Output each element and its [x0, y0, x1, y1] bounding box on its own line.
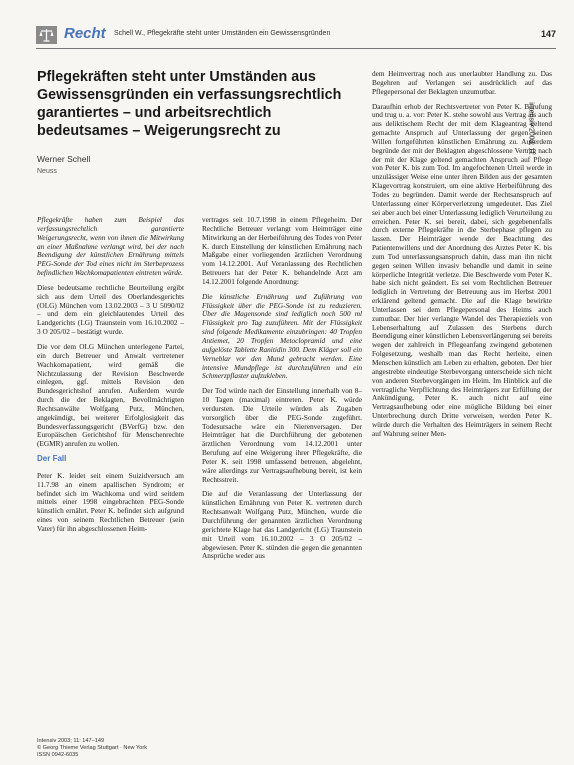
article-title: Pflegekräften steht unter Umständen aus Gewissensgründen ein verfassungsrechtlich garantiertes – und arbeitsrechtlich bedeutsames – Weigerungsrecht zu [37, 69, 342, 139]
paragraph: Peter K. leidet seit einem Suizidversuch am 11.7.98 an einem apallischen Syndrom; er befindet sich im Wachkoma und wird seitdem mittels einer 1998 eingebrachten PEG-Sonde künstlich ernährt. Peter K. befindet sich aufgrund eines von seinem Rechtlichen Betreuer (sein Vater) für ihn abgeschlossenen Heim- [37, 470, 184, 533]
publisher-line: © Georg Thieme Verlag Stuttgart · New York [37, 745, 148, 751]
issn-line: ISSN 0942-6035 [37, 752, 79, 758]
citation-footer [37, 738, 187, 759]
italic-paragraph: Pflegekräfte haben zum Beispiel das verfassungsrechtlich garantierte Weigerungsrecht, wenn von ihnen die Mitwirkung an einer Maßnahme verlangt wird, bei der nach Beendigung der künstlichen Ernährung mittels PEG-Sonde der Tod eines nicht im Sterbeprozess befindlichen Wachkomapatienten eintreten würde. [37, 215, 184, 278]
paragraph: Die vor dem OLG München unterlegene Partei, ein durch Betreuer und Anwalt vertretener Wachkomapatient, wird gemäß die Nichtzulassung der Revision Beschwerde einlegen, ggf. mittels Revision den Bundesgerichtshof anrufen. Außerdem wurde durch die der Beklagten, Bevollmächtigten Rechtsanwälte Wolfgang Putz, München, angekündigt, bei weiterer Erfolglosigkeit das Bundesverfassungsgericht (BVerfG) bzw. den Europäischen Gerichtshof für Menschenrechte (EGMR) anrufen zu wollen. [37, 341, 184, 449]
paragraph: Daraufhin erhob der Rechtsvertreter von Peter K. Berufung und trug u. a. vor: Peter K. stehe sowohl aus Vertrag als auch aus deliktischem Recht der mit dem Klageantrag geltend gemachte Anspruch auf Unterlassung der gegen seinen Willen fortgeführten künstlichen Ernährung zu. Außerdem begründe der mit der Beklagten abgeschlossene Vertrag nach der mit der Klage geltend gemachten Anspruch auf Pflege von Peter K. bis zum Tod. Im angefochtenen Urteil werde in unzulässiger Weise eine unter ihren Bilden aus der gesamten Klagevortrag konstruiert, um eine aktive Herbeiführung des Todes zu begründen. Damit werde der Rechtsanspruch auf Unterlassung einer Körperverletzung umgedeutet. Das Ziel sei aber auch bei einer Unterlassung lediglich Verurteilung zu erreichen. Peter K. sei bereit, dabei, sich gegebenenfalls durch externe Pflegekräfte in die Sterbephase pflegen zu lassen. Der Heimträger wende der Beachtung des Patientenwillens und der Anordnung des Arztes Peter K. bis zum Tod unterlassungsanspruch dahin, dass man ihn nicht gegen seinen Willen invasiv behandle und damit in seine körperliche Integrität verletze. Die Beschwerde vom Peter K. habe sich nicht geändert. Es sei vom Rechtlichen Betreuer lediglich in Vertretung der Betreuung aus im Herbst 2001 erklärend geltend gemacht. Die auf die Klage bewirkte Unterlassen sei dem Pflegepersonal des Heims auch zumutbar. Der hier verlangte Wandel des Therapieziels von Lebenserhaltung auf Zulassen des Sterbens durch Beendigung einer künstlichen Lebensverlängerung sei bereits wegen der zahlreich in Pflegeanfang zwingend gebotenen Folgesetzung, weshalb man das Recht herleite, einen Menschen künstlich am Leben zu erhalten, geboten. Der hier angestrebte eindeutige Sterbevorgang unterscheide sich nicht von anderen Sterbevorgängen im Heim. Im Hinblick auf die vertragliche Verpflichtung des Heimträgers zur Erfüllung der Ankündigung, Peter K. auch nicht auf eine Vertragsaufhebung oder eine mögliche Bildung bei einer Unterbrechung durch Dritte verweisen, werden Peter K. würde durch die Verhalten des Heimträgers in seinem Recht auf Wahrung seiner Men- [372, 101, 552, 438]
section-label: Recht [64, 25, 106, 42]
section-logo [36, 26, 57, 44]
header-rule [36, 48, 556, 49]
side-label [527, 70, 569, 200]
running-title: Schell W., Pflegekräfte steht unter Umständen ein Gewissensgründen [114, 30, 331, 37]
paragraph: dem Heimvertrag noch aus unerlaubter Handlung zu. Das Begehren auf Verlangen sei ausdrücklich auf das Pflegepersonal der Beklagten unzumutbar. [372, 69, 552, 96]
citation-line: Intensiv 2003; 11: 147–149 [37, 738, 105, 744]
paragraph: vertrages seit 10.7.1998 in einem Pflegeheim. Der Rechtliche Betreuer verlangt vom Heimträger eine Mitwirkung an der Herbeiführung des Todes von Peter K. durch Einstellung der künstlichen Ernährung nach Maßgabe einer vorliegenden ärztlichen Verordnung vom 14.12.2001. Auf Veranlassung des Rechtlichen Betreuers hat der Peter K. behandelnde Arzt am 14.12.2001 folgende Anordnung: [202, 215, 362, 286]
paragraph: Diese bedeutsame rechtliche Beurteilung ergibt sich aus dem Urteil des Oberlandesgerichts (OLG) München vom 13.02.2003 – 3 U 5090/02 – und dem ein gleichlautendes Urteil des Landgerichts (LG) Traunstein vom 16.10.2002 – 3 O 205/02 – bestätigt wurde. [37, 282, 184, 337]
scales-icon [39, 28, 54, 42]
paragraph: Der Tod würde nach der Einstellung innerhalb von 8–10 Tagen (maximal) eintreten. Peter K. würde verdursten. Die Urteile würden als Zugaben vorsorglich über die PEG-Sonde zugeführt. Todesursache wäre ein Nierenversagen. Der Heimträger hat die Durchführung der gebotenen ärztlichen Verordnung vom 14.12.2001 unter Berufung auf eine Weigerung ihrer Pflegekräfte, die Peter K. seit 1998 umfassend betreuen, abgelehnt, wäre allerdings zur Vertragsaufhebung bereit, ist kein Rechtsstreit. [202, 386, 362, 484]
side-label-text: intensiv 2003; 11 [527, 102, 535, 155]
author-city: Neuss [37, 168, 57, 175]
paragraph: Die auf die Veranlassung der Unterlassung der künstlichen Ernährung von Peter K. vertreten durch Rechtsanwalt Wolfgang Putz, München, wurde die Durchführung der genannten ärztlichen Verordnung gerichtete Klage hat das Landgericht (LG) Traunstein mit Urteil vom 16.10.2002 – 3 O 205/02 – abgewiesen. Peter K. stünden die gegen die genannten Ansprüche weder aus [202, 489, 362, 561]
section-heading: Der Fall [37, 454, 67, 464]
page-header [36, 26, 556, 48]
text-column-3 [372, 70, 552, 445]
page-number: 147 [540, 29, 556, 39]
text-column-2 [202, 216, 362, 567]
author-name: Werner Schell [37, 154, 91, 164]
italic-paragraph: Die künstliche Ernährung und Zuführung von Flüssigkeit über die PEG-Sonde ist zu reduzieren. Über die Magensonde sind lediglich noch 500 ml Flüssigkeit pro Tag zuzuführen. Mit der Flüssigkeit sind folgende Medikamente einzubringen: 40 Tropfen Antiemet, 20 Tropfen Metoclopramid und eine aufgelöste Tablette Ranitidin 300. Dem Kläger soll ein Verneblar vor den Mund gebracht werden. Eine intensive Mundpflege ist durchzuführen und ein Schmerzpflaster aufzukleben. [202, 291, 362, 381]
text-column-1 [37, 216, 184, 540]
